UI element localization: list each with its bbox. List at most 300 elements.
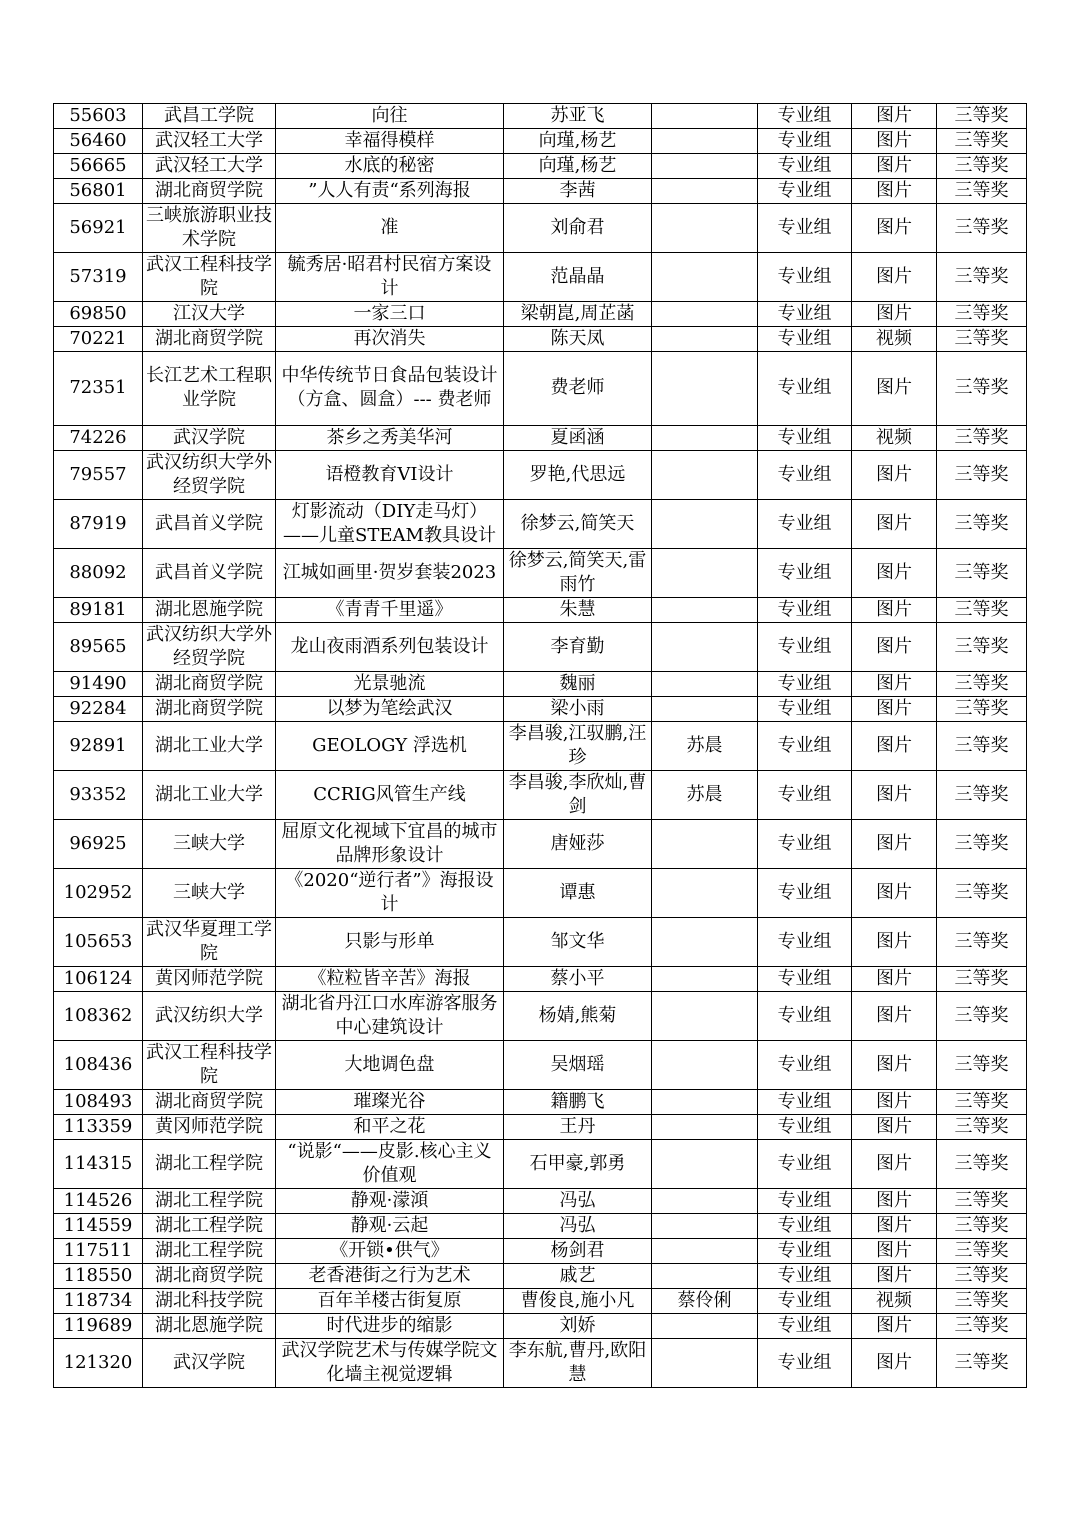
school-cell: 武昌首义学院 bbox=[143, 499, 276, 548]
award-level-cell: 三等奖 bbox=[937, 1188, 1027, 1213]
entry-id-cell: 89181 bbox=[54, 597, 143, 622]
work-title-cell: 湖北省丹江口水库游客服务中心建筑设计 bbox=[276, 991, 504, 1040]
group-cell: 专业组 bbox=[758, 1213, 852, 1238]
table-row bbox=[54, 1089, 1027, 1114]
school-cell: 湖北恩施学院 bbox=[143, 597, 276, 622]
school-cell: 武汉学院 bbox=[143, 425, 276, 450]
school-cell: 湖北工程学院 bbox=[143, 1188, 276, 1213]
media-type-cell: 图片 bbox=[852, 104, 937, 129]
advisor-cell bbox=[652, 425, 758, 450]
table-row bbox=[54, 499, 1027, 548]
work-title-cell: 向往 bbox=[276, 104, 504, 129]
authors-cell: 王丹 bbox=[504, 1114, 652, 1139]
school-cell: 武昌首义学院 bbox=[143, 548, 276, 597]
table-row bbox=[54, 622, 1027, 671]
group-cell: 专业组 bbox=[758, 129, 852, 154]
advisor-cell bbox=[652, 696, 758, 721]
media-type-cell: 图片 bbox=[852, 548, 937, 597]
work-title-cell: 和平之花 bbox=[276, 1114, 504, 1139]
award-level-cell: 三等奖 bbox=[937, 204, 1027, 253]
authors-cell: 徐梦云,简笑天 bbox=[504, 499, 652, 548]
table-row bbox=[54, 548, 1027, 597]
authors-cell: 陈天凤 bbox=[504, 327, 652, 352]
award-level-cell: 三等奖 bbox=[937, 1213, 1027, 1238]
entry-id-cell: 74226 bbox=[54, 425, 143, 450]
group-cell: 专业组 bbox=[758, 597, 852, 622]
table-row bbox=[54, 129, 1027, 154]
award-level-cell: 三等奖 bbox=[937, 671, 1027, 696]
work-title-cell: 江城如画里·贺岁套装2023 bbox=[276, 548, 504, 597]
authors-cell: 徐梦云,简笑天,雷雨竹 bbox=[504, 548, 652, 597]
group-cell: 专业组 bbox=[758, 819, 852, 868]
entry-id-cell: 108362 bbox=[54, 991, 143, 1040]
work-title-cell: 再次消失 bbox=[276, 327, 504, 352]
entry-id-cell: 121320 bbox=[54, 1338, 143, 1387]
award-level-cell: 三等奖 bbox=[937, 1089, 1027, 1114]
group-cell: 专业组 bbox=[758, 991, 852, 1040]
award-level-cell: 三等奖 bbox=[937, 499, 1027, 548]
authors-cell: 梁小雨 bbox=[504, 696, 652, 721]
group-cell: 专业组 bbox=[758, 1188, 852, 1213]
work-title-cell: 幸福得模样 bbox=[276, 129, 504, 154]
school-cell: 湖北商贸学院 bbox=[143, 179, 276, 204]
school-cell: 湖北商贸学院 bbox=[143, 327, 276, 352]
table-row bbox=[54, 966, 1027, 991]
entry-id-cell: 119689 bbox=[54, 1313, 143, 1338]
group-cell: 专业组 bbox=[758, 352, 852, 426]
group-cell: 专业组 bbox=[758, 1114, 852, 1139]
table-row bbox=[54, 154, 1027, 179]
school-cell: 武汉工程科技学院 bbox=[143, 1040, 276, 1089]
advisor-cell bbox=[652, 868, 758, 917]
authors-cell: 戚艺 bbox=[504, 1263, 652, 1288]
group-cell: 专业组 bbox=[758, 770, 852, 819]
authors-cell: 刘娇 bbox=[504, 1313, 652, 1338]
work-title-cell: 只影与形单 bbox=[276, 917, 504, 966]
award-level-cell: 三等奖 bbox=[937, 696, 1027, 721]
award-level-cell: 三等奖 bbox=[937, 548, 1027, 597]
work-title-cell: 静观·云起 bbox=[276, 1213, 504, 1238]
group-cell: 专业组 bbox=[758, 1040, 852, 1089]
entry-id-cell: 56801 bbox=[54, 179, 143, 204]
media-type-cell: 图片 bbox=[852, 1263, 937, 1288]
group-cell: 专业组 bbox=[758, 868, 852, 917]
media-type-cell: 图片 bbox=[852, 154, 937, 179]
authors-cell: 谭惠 bbox=[504, 868, 652, 917]
authors-cell: 李昌骏,江驭鹏,汪珍 bbox=[504, 721, 652, 770]
authors-cell: 杨剑君 bbox=[504, 1238, 652, 1263]
school-cell: 黄冈师范学院 bbox=[143, 1114, 276, 1139]
school-cell: 武汉轻工大学 bbox=[143, 129, 276, 154]
media-type-cell: 图片 bbox=[852, 1139, 937, 1188]
entry-id-cell: 92284 bbox=[54, 696, 143, 721]
award-level-cell: 三等奖 bbox=[937, 991, 1027, 1040]
media-type-cell: 图片 bbox=[852, 696, 937, 721]
group-cell: 专业组 bbox=[758, 1338, 852, 1387]
entry-id-cell: 70221 bbox=[54, 327, 143, 352]
group-cell: 专业组 bbox=[758, 327, 852, 352]
school-cell: 武汉华夏理工学院 bbox=[143, 917, 276, 966]
work-title-cell: 璀璨光谷 bbox=[276, 1089, 504, 1114]
table-row bbox=[54, 1213, 1027, 1238]
work-title-cell: 龙山夜雨酒系列包装设计 bbox=[276, 622, 504, 671]
media-type-cell: 图片 bbox=[852, 1338, 937, 1387]
authors-cell: 杨婧,熊菊 bbox=[504, 991, 652, 1040]
entry-id-cell: 108493 bbox=[54, 1089, 143, 1114]
school-cell: 武汉学院 bbox=[143, 1338, 276, 1387]
entry-id-cell: 89565 bbox=[54, 622, 143, 671]
entry-id-cell: 72351 bbox=[54, 352, 143, 426]
school-cell: 武汉纺织大学外经贸学院 bbox=[143, 622, 276, 671]
work-title-cell: 老香港街之行为艺术 bbox=[276, 1263, 504, 1288]
media-type-cell: 图片 bbox=[852, 721, 937, 770]
group-cell: 专业组 bbox=[758, 253, 852, 302]
entry-id-cell: 87919 bbox=[54, 499, 143, 548]
media-type-cell: 图片 bbox=[852, 622, 937, 671]
award-level-cell: 三等奖 bbox=[937, 302, 1027, 327]
group-cell: 专业组 bbox=[758, 1238, 852, 1263]
group-cell: 专业组 bbox=[758, 622, 852, 671]
school-cell: 湖北商贸学院 bbox=[143, 671, 276, 696]
advisor-cell bbox=[652, 1089, 758, 1114]
group-cell: 专业组 bbox=[758, 450, 852, 499]
school-cell: 湖北商贸学院 bbox=[143, 1263, 276, 1288]
media-type-cell: 图片 bbox=[852, 1040, 937, 1089]
group-cell: 专业组 bbox=[758, 302, 852, 327]
media-type-cell: 图片 bbox=[852, 1188, 937, 1213]
authors-cell: 冯弘 bbox=[504, 1213, 652, 1238]
advisor-cell bbox=[652, 352, 758, 426]
work-title-cell: CCRIG风管生产线 bbox=[276, 770, 504, 819]
authors-cell: 邹文华 bbox=[504, 917, 652, 966]
advisor-cell bbox=[652, 129, 758, 154]
group-cell: 专业组 bbox=[758, 1263, 852, 1288]
award-level-cell: 三等奖 bbox=[937, 352, 1027, 426]
advisor-cell bbox=[652, 622, 758, 671]
authors-cell: 夏函涵 bbox=[504, 425, 652, 450]
entry-id-cell: 102952 bbox=[54, 868, 143, 917]
entry-id-cell: 117511 bbox=[54, 1238, 143, 1263]
school-cell: 武汉纺织大学 bbox=[143, 991, 276, 1040]
media-type-cell: 图片 bbox=[852, 991, 937, 1040]
media-type-cell: 图片 bbox=[852, 352, 937, 426]
entry-id-cell: 105653 bbox=[54, 917, 143, 966]
media-type-cell: 视频 bbox=[852, 1288, 937, 1313]
award-level-cell: 三等奖 bbox=[937, 154, 1027, 179]
advisor-cell bbox=[652, 204, 758, 253]
advisor-cell bbox=[652, 1338, 758, 1387]
table-row bbox=[54, 1188, 1027, 1213]
award-level-cell: 三等奖 bbox=[937, 1139, 1027, 1188]
advisor-cell bbox=[652, 1114, 758, 1139]
advisor-cell bbox=[652, 819, 758, 868]
authors-cell: 苏亚飞 bbox=[504, 104, 652, 129]
school-cell: 武汉工程科技学院 bbox=[143, 253, 276, 302]
advisor-cell bbox=[652, 1238, 758, 1263]
table-row bbox=[54, 253, 1027, 302]
advisor-cell bbox=[652, 450, 758, 499]
school-cell: 湖北工程学院 bbox=[143, 1213, 276, 1238]
authors-cell: 籍鹏飞 bbox=[504, 1089, 652, 1114]
media-type-cell: 图片 bbox=[852, 179, 937, 204]
advisor-cell bbox=[652, 1040, 758, 1089]
group-cell: 专业组 bbox=[758, 548, 852, 597]
authors-cell: 费老师 bbox=[504, 352, 652, 426]
advisor-cell bbox=[652, 253, 758, 302]
authors-cell: 石甲豪,郭勇 bbox=[504, 1139, 652, 1188]
award-level-cell: 三等奖 bbox=[937, 770, 1027, 819]
authors-cell: 李东航,曹丹,欧阳慧 bbox=[504, 1338, 652, 1387]
entry-id-cell: 114315 bbox=[54, 1139, 143, 1188]
authors-cell: 梁朝崑,周芷菡 bbox=[504, 302, 652, 327]
group-cell: 专业组 bbox=[758, 917, 852, 966]
media-type-cell: 视频 bbox=[852, 425, 937, 450]
authors-cell: 唐娅莎 bbox=[504, 819, 652, 868]
group-cell: 专业组 bbox=[758, 1313, 852, 1338]
authors-cell: 向瑾,杨艺 bbox=[504, 129, 652, 154]
award-level-cell: 三等奖 bbox=[937, 597, 1027, 622]
award-level-cell: 三等奖 bbox=[937, 1338, 1027, 1387]
table-row bbox=[54, 1238, 1027, 1263]
advisor-cell bbox=[652, 548, 758, 597]
entry-id-cell: 91490 bbox=[54, 671, 143, 696]
advisor-cell bbox=[652, 154, 758, 179]
advisor-cell: 蔡伶俐 bbox=[652, 1288, 758, 1313]
group-cell: 专业组 bbox=[758, 499, 852, 548]
work-title-cell: 《开锁•供气》 bbox=[276, 1238, 504, 1263]
advisor-cell: 苏晨 bbox=[652, 770, 758, 819]
work-title-cell: “说影“——皮影.核心主义价值观 bbox=[276, 1139, 504, 1188]
group-cell: 专业组 bbox=[758, 204, 852, 253]
table-row bbox=[54, 1114, 1027, 1139]
award-level-cell: 三等奖 bbox=[937, 104, 1027, 129]
entry-id-cell: 88092 bbox=[54, 548, 143, 597]
entry-id-cell: 113359 bbox=[54, 1114, 143, 1139]
group-cell: 专业组 bbox=[758, 1089, 852, 1114]
school-cell: 湖北工业大学 bbox=[143, 721, 276, 770]
authors-cell: 曹俊良,施小凡 bbox=[504, 1288, 652, 1313]
authors-cell: 向瑾,杨艺 bbox=[504, 154, 652, 179]
authors-cell: 范晶晶 bbox=[504, 253, 652, 302]
table-row bbox=[54, 819, 1027, 868]
entry-id-cell: 56665 bbox=[54, 154, 143, 179]
school-cell: 三峡旅游职业技术学院 bbox=[143, 204, 276, 253]
table-row bbox=[54, 327, 1027, 352]
work-title-cell: 以梦为笔绘武汉 bbox=[276, 696, 504, 721]
school-cell: 湖北商贸学院 bbox=[143, 1089, 276, 1114]
work-title-cell: 武汉学院艺术与传媒学院文化墙主视觉逻辑 bbox=[276, 1338, 504, 1387]
table-row bbox=[54, 597, 1027, 622]
entry-id-cell: 57319 bbox=[54, 253, 143, 302]
advisor-cell bbox=[652, 917, 758, 966]
table-row bbox=[54, 425, 1027, 450]
advisor-cell bbox=[652, 1263, 758, 1288]
media-type-cell: 图片 bbox=[852, 450, 937, 499]
entry-id-cell: 56460 bbox=[54, 129, 143, 154]
school-cell: 湖北工程学院 bbox=[143, 1238, 276, 1263]
table-row bbox=[54, 1139, 1027, 1188]
table-row bbox=[54, 991, 1027, 1040]
advisor-cell bbox=[652, 1213, 758, 1238]
award-level-cell: 三等奖 bbox=[937, 1238, 1027, 1263]
entry-id-cell: 92891 bbox=[54, 721, 143, 770]
award-table bbox=[53, 103, 1027, 1388]
advisor-cell: 苏晨 bbox=[652, 721, 758, 770]
media-type-cell: 图片 bbox=[852, 129, 937, 154]
award-level-cell: 三等奖 bbox=[937, 917, 1027, 966]
group-cell: 专业组 bbox=[758, 154, 852, 179]
table-row bbox=[54, 179, 1027, 204]
entry-id-cell: 118734 bbox=[54, 1288, 143, 1313]
work-title-cell: 《青青千里遥》 bbox=[276, 597, 504, 622]
work-title-cell: 大地调色盘 bbox=[276, 1040, 504, 1089]
work-title-cell: 灯影流动（DIY走马灯）——儿童STEAM教具设计 bbox=[276, 499, 504, 548]
advisor-cell bbox=[652, 1313, 758, 1338]
advisor-cell bbox=[652, 1139, 758, 1188]
advisor-cell bbox=[652, 179, 758, 204]
award-level-cell: 三等奖 bbox=[937, 1313, 1027, 1338]
authors-cell: 李育勤 bbox=[504, 622, 652, 671]
work-title-cell: 中华传统节日食品包装设计（方盒、圆盒）--- 费老师 bbox=[276, 352, 504, 426]
media-type-cell: 图片 bbox=[852, 770, 937, 819]
group-cell: 专业组 bbox=[758, 179, 852, 204]
work-title-cell: 语橙教育VI设计 bbox=[276, 450, 504, 499]
table-row bbox=[54, 868, 1027, 917]
award-level-cell: 三等奖 bbox=[937, 819, 1027, 868]
advisor-cell bbox=[652, 302, 758, 327]
table-row bbox=[54, 1338, 1027, 1387]
authors-cell: 李昌骏,李欣灿,曹剑 bbox=[504, 770, 652, 819]
award-level-cell: 三等奖 bbox=[937, 129, 1027, 154]
school-cell: 武昌工学院 bbox=[143, 104, 276, 129]
table-row bbox=[54, 450, 1027, 499]
award-level-cell: 三等奖 bbox=[937, 966, 1027, 991]
work-title-cell: 准 bbox=[276, 204, 504, 253]
media-type-cell: 图片 bbox=[852, 597, 937, 622]
table-row bbox=[54, 721, 1027, 770]
work-title-cell: 《粒粒皆辛苦》海报 bbox=[276, 966, 504, 991]
group-cell: 专业组 bbox=[758, 671, 852, 696]
table-row bbox=[54, 696, 1027, 721]
work-title-cell: 《2020“逆行者”》海报设计 bbox=[276, 868, 504, 917]
school-cell: 武汉纺织大学外经贸学院 bbox=[143, 450, 276, 499]
advisor-cell bbox=[652, 499, 758, 548]
school-cell: 湖北工程学院 bbox=[143, 1139, 276, 1188]
entry-id-cell: 114559 bbox=[54, 1213, 143, 1238]
entry-id-cell: 79557 bbox=[54, 450, 143, 499]
entry-id-cell: 56921 bbox=[54, 204, 143, 253]
authors-cell: 朱慧 bbox=[504, 597, 652, 622]
entry-id-cell: 93352 bbox=[54, 770, 143, 819]
advisor-cell bbox=[652, 991, 758, 1040]
media-type-cell: 图片 bbox=[852, 499, 937, 548]
advisor-cell bbox=[652, 966, 758, 991]
award-level-cell: 三等奖 bbox=[937, 253, 1027, 302]
media-type-cell: 图片 bbox=[852, 819, 937, 868]
award-level-cell: 三等奖 bbox=[937, 721, 1027, 770]
authors-cell: 蔡小平 bbox=[504, 966, 652, 991]
school-cell: 三峡大学 bbox=[143, 819, 276, 868]
work-title-cell: 时代进步的缩影 bbox=[276, 1313, 504, 1338]
media-type-cell: 图片 bbox=[852, 204, 937, 253]
media-type-cell: 图片 bbox=[852, 1238, 937, 1263]
award-level-cell: 三等奖 bbox=[937, 1040, 1027, 1089]
work-title-cell: 静观·濛澒 bbox=[276, 1188, 504, 1213]
work-title-cell: 毓秀居·昭君村民宿方案设计 bbox=[276, 253, 504, 302]
award-level-cell: 三等奖 bbox=[937, 868, 1027, 917]
award-level-cell: 三等奖 bbox=[937, 1263, 1027, 1288]
school-cell: 江汉大学 bbox=[143, 302, 276, 327]
work-title-cell: GEOLOGY 浮选机 bbox=[276, 721, 504, 770]
award-level-cell: 三等奖 bbox=[937, 450, 1027, 499]
table-row bbox=[54, 917, 1027, 966]
table-row bbox=[54, 1263, 1027, 1288]
school-cell: 三峡大学 bbox=[143, 868, 276, 917]
group-cell: 专业组 bbox=[758, 696, 852, 721]
entry-id-cell: 118550 bbox=[54, 1263, 143, 1288]
authors-cell: 刘俞君 bbox=[504, 204, 652, 253]
table-row bbox=[54, 204, 1027, 253]
table-row bbox=[54, 302, 1027, 327]
work-title-cell: ”人人有责“系列海报 bbox=[276, 179, 504, 204]
group-cell: 专业组 bbox=[758, 721, 852, 770]
entry-id-cell: 114526 bbox=[54, 1188, 143, 1213]
group-cell: 专业组 bbox=[758, 1288, 852, 1313]
media-type-cell: 图片 bbox=[852, 671, 937, 696]
advisor-cell bbox=[652, 1188, 758, 1213]
table-row bbox=[54, 352, 1027, 426]
media-type-cell: 图片 bbox=[852, 253, 937, 302]
media-type-cell: 图片 bbox=[852, 868, 937, 917]
award-level-cell: 三等奖 bbox=[937, 622, 1027, 671]
media-type-cell: 图片 bbox=[852, 917, 937, 966]
table-row bbox=[54, 104, 1027, 129]
table-body bbox=[54, 104, 1027, 1388]
award-level-cell: 三等奖 bbox=[937, 425, 1027, 450]
table-row bbox=[54, 770, 1027, 819]
school-cell: 黄冈师范学院 bbox=[143, 966, 276, 991]
school-cell: 湖北商贸学院 bbox=[143, 696, 276, 721]
media-type-cell: 图片 bbox=[852, 966, 937, 991]
media-type-cell: 图片 bbox=[852, 1089, 937, 1114]
table-row bbox=[54, 1313, 1027, 1338]
entry-id-cell: 108436 bbox=[54, 1040, 143, 1089]
entry-id-cell: 106124 bbox=[54, 966, 143, 991]
authors-cell: 罗艳,代思远 bbox=[504, 450, 652, 499]
work-title-cell: 光景驰流 bbox=[276, 671, 504, 696]
group-cell: 专业组 bbox=[758, 425, 852, 450]
group-cell: 专业组 bbox=[758, 966, 852, 991]
authors-cell: 魏丽 bbox=[504, 671, 652, 696]
media-type-cell: 图片 bbox=[852, 1213, 937, 1238]
school-cell: 湖北科技学院 bbox=[143, 1288, 276, 1313]
work-title-cell: 水底的秘密 bbox=[276, 154, 504, 179]
media-type-cell: 图片 bbox=[852, 1114, 937, 1139]
advisor-cell bbox=[652, 104, 758, 129]
table-row bbox=[54, 671, 1027, 696]
school-cell: 湖北工业大学 bbox=[143, 770, 276, 819]
entry-id-cell: 69850 bbox=[54, 302, 143, 327]
work-title-cell: 一家三口 bbox=[276, 302, 504, 327]
media-type-cell: 视频 bbox=[852, 327, 937, 352]
media-type-cell: 图片 bbox=[852, 302, 937, 327]
authors-cell: 冯弘 bbox=[504, 1188, 652, 1213]
advisor-cell bbox=[652, 597, 758, 622]
award-level-cell: 三等奖 bbox=[937, 1114, 1027, 1139]
authors-cell: 李茜 bbox=[504, 179, 652, 204]
advisor-cell bbox=[652, 327, 758, 352]
work-title-cell: 屈原文化视域下宜昌的城市品牌形象设计 bbox=[276, 819, 504, 868]
